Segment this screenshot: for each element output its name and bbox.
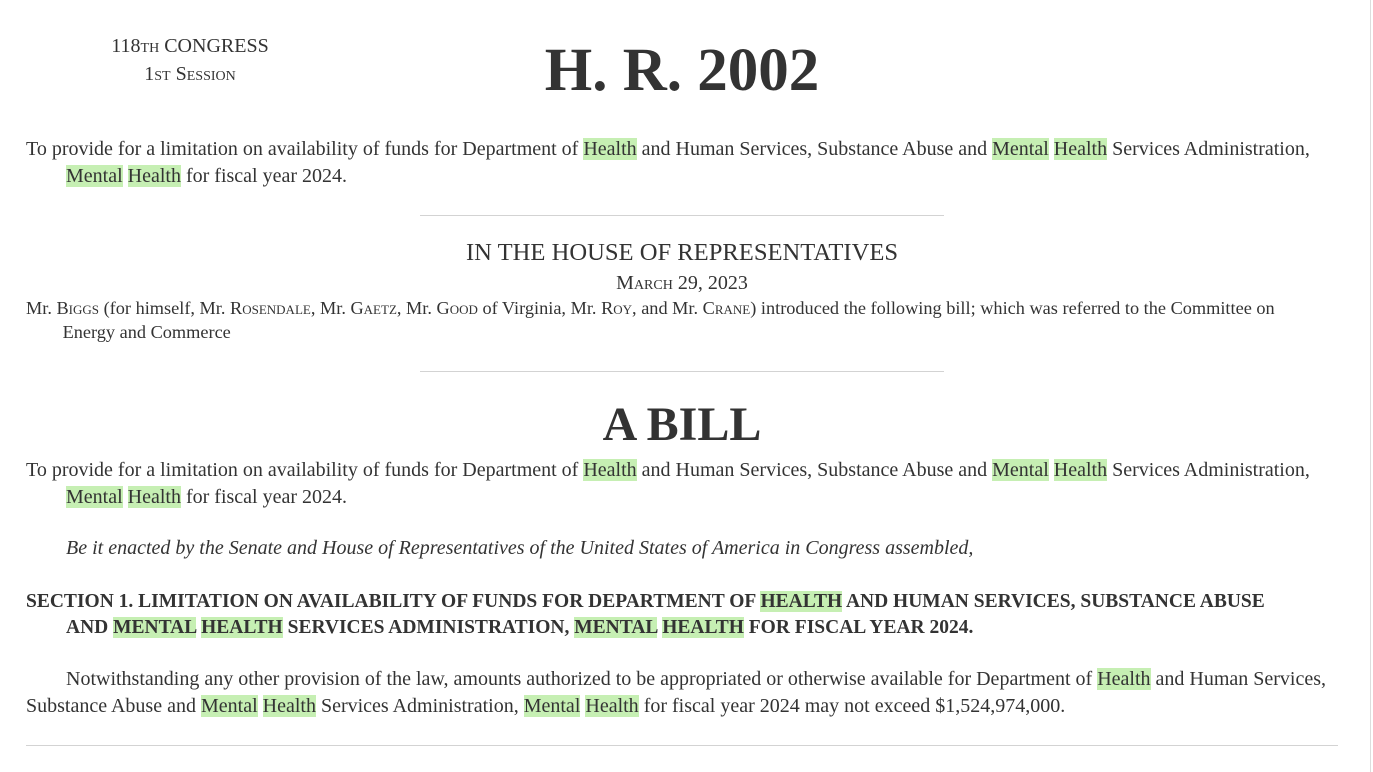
highlighted-term: Health (262, 695, 316, 717)
congress-number: 118th CONGRESS (111, 35, 269, 57)
divider (420, 371, 944, 372)
cosponsor-name: Roy (601, 298, 633, 318)
text-segment: To provide for a limitation on availability of funds for Department of (26, 138, 579, 160)
bill-heading: A BILL (602, 398, 762, 451)
highlighted-term: HEALTH (662, 617, 744, 638)
highlighted-term: HEALTH (760, 591, 843, 612)
chamber-heading: IN THE HOUSE OF REPRESENTATIVES (465, 239, 899, 266)
text-segment: for fiscal year 2024. (185, 165, 348, 187)
bill-number-heading: H. R. 2002 (544, 37, 820, 104)
text-segment: AND HUMAN SERVICES, SUBSTANCE ABUSE (845, 591, 1265, 612)
text-segment: and Human Services, (1155, 668, 1327, 690)
text-segment: SERVICES ADMINISTRATION, (287, 617, 570, 638)
text-segment: , Mr. (310, 298, 346, 318)
text-segment: of Virginia, Mr. (482, 298, 597, 318)
enacting-clause: Be it enacted by the Senate and House of Representatives of the United States of America in Congress assembled, (66, 537, 974, 559)
text-segment: and Human Services, Substance Abuse and (641, 138, 988, 160)
text-segment: FOR FISCAL YEAR 2024. (748, 617, 974, 638)
section-text (26, 666, 1338, 720)
highlighted-term: Mental (66, 486, 123, 508)
highlighted-term: Health (1097, 668, 1151, 690)
committee-name: Energy and Commerce (62, 322, 231, 342)
highlighted-term: Health (127, 486, 181, 508)
highlighted-term: Mental (523, 695, 581, 717)
cosponsor-name: Gaetz (350, 298, 397, 318)
highlighted-term: Mental (992, 459, 1049, 481)
text-segment: for fiscal year 2024 may not exceed $1,524,974,000. (643, 695, 1066, 717)
cosponsor-name: Good (436, 298, 478, 318)
session-number: 1st Session (144, 63, 236, 85)
divider (26, 745, 1338, 746)
sponsor-statement (26, 296, 1338, 344)
text-segment: Mr. (26, 298, 52, 318)
cosponsor-name: Rosendale (230, 298, 311, 318)
text-segment: Notwithstanding any other provision of the law, amounts authorized to be appropriated or otherwise available for Department of (66, 668, 1093, 690)
bill-long-title (26, 457, 1338, 511)
highlighted-term: MENTAL (574, 617, 658, 638)
highlighted-term: MENTAL (113, 617, 197, 638)
text-segment: , and Mr. (632, 298, 699, 318)
text-segment: for fiscal year 2024. (185, 486, 348, 508)
highlighted-term: Health (1053, 459, 1108, 481)
sponsor-name: Biggs (56, 298, 100, 318)
highlighted-term: Health (1053, 138, 1108, 160)
text-segment: , Mr. (396, 298, 432, 318)
text-segment: (for himself, Mr. (103, 298, 226, 318)
highlighted-term: Mental (66, 165, 123, 187)
highlighted-term: Health (583, 138, 637, 160)
highlighted-term: Mental (200, 695, 258, 717)
text-segment: Services Administration, (320, 695, 519, 717)
text-segment: SECTION 1. LIMITATION ON AVAILABILITY OF FUNDS FOR DEPARTMENT OF (26, 591, 756, 612)
text-segment: Services Administration, (1112, 459, 1310, 481)
text-segment: AND (66, 617, 109, 638)
official-title (26, 136, 1338, 190)
text-segment: Substance Abuse and (26, 695, 196, 717)
cosponsor-name: Crane (702, 298, 751, 318)
highlighted-term: Health (583, 459, 637, 481)
introduced-date: March 29, 2023 (616, 272, 748, 294)
page-edge (1370, 0, 1371, 772)
highlighted-term: Health (585, 695, 639, 717)
highlighted-term: Health (127, 165, 181, 187)
section-heading (26, 589, 1338, 641)
highlighted-term: HEALTH (201, 617, 283, 638)
text-segment: Services Administration, (1112, 138, 1310, 160)
text-segment: ) introduced the following bill; which was referred to the Committee on (750, 298, 1275, 318)
highlighted-term: Mental (992, 138, 1049, 160)
text-segment: and Human Services, Substance Abuse and (641, 459, 988, 481)
text-segment: To provide for a limitation on availability of funds for Department of (26, 459, 579, 481)
divider (420, 215, 944, 216)
